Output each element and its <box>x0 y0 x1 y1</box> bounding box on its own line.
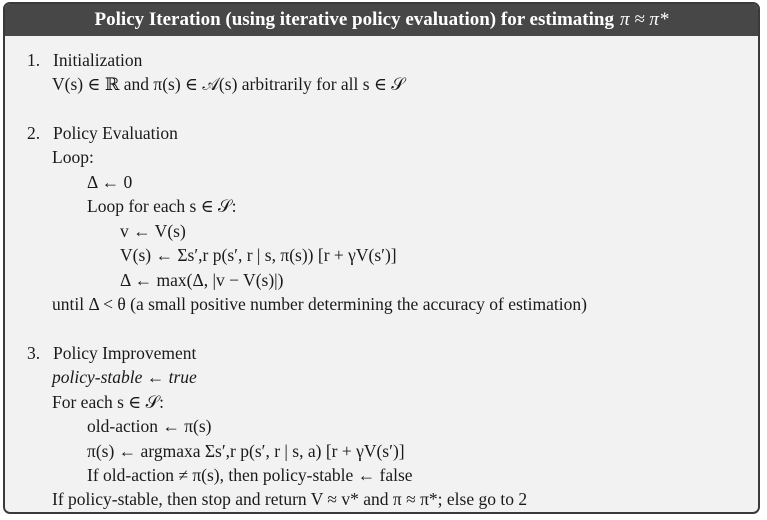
step-2-line-7: until Δ < θ (a small positive number determining the accuracy of estimation) <box>52 294 587 314</box>
algorithm-title: Policy Iteration (using iterative policy evaluation) for estimating <box>94 9 614 30</box>
algorithm-header <box>5 4 758 36</box>
step-3-line-4: π(s) ← argmaxa Σs′,r p(s′, r | s, a) [r + γV(s′)] <box>87 441 405 461</box>
step-3-heading: 3. Policy Improvement <box>27 343 197 363</box>
step-2-line-6: Δ ← max(Δ, |v − V(s)|) <box>120 270 284 290</box>
step-3-line-1: policy-stable ← true <box>52 367 197 387</box>
algorithm-title-math: π ≈ π* <box>619 9 669 30</box>
step-3-line-5: If old-action ≠ π(s), then policy-stable ← false <box>87 465 413 485</box>
step-2-line-1: Loop: <box>52 147 94 167</box>
step-2-line-2: Δ ← 0 <box>87 172 133 192</box>
step-3-line-2: For each s ∈ 𝒮: <box>52 392 165 412</box>
step-2-line-5: V(s) ← Σs′,r p(s′, r | s, π(s)) [r + γV(s′)] <box>120 245 397 265</box>
step-1-heading: 1. Initialization <box>27 50 143 70</box>
step-3-line-3: old-action ← π(s) <box>87 416 212 436</box>
algorithm-box <box>3 2 760 514</box>
step-2-line-4: v ← V(s) <box>120 221 186 241</box>
step-2-heading: 2. Policy Evaluation <box>27 123 178 143</box>
step-2-line-3: Loop for each s ∈ 𝒮: <box>87 196 237 216</box>
step-1-line-1: V(s) ∈ ℝ and π(s) ∈ 𝒜(s) arbitrarily for all s ∈ 𝒮 <box>52 74 405 94</box>
step-3-line-6: If policy-stable, then stop and return V ≈ v* and π ≈ π*; else go to 2 <box>52 489 528 509</box>
